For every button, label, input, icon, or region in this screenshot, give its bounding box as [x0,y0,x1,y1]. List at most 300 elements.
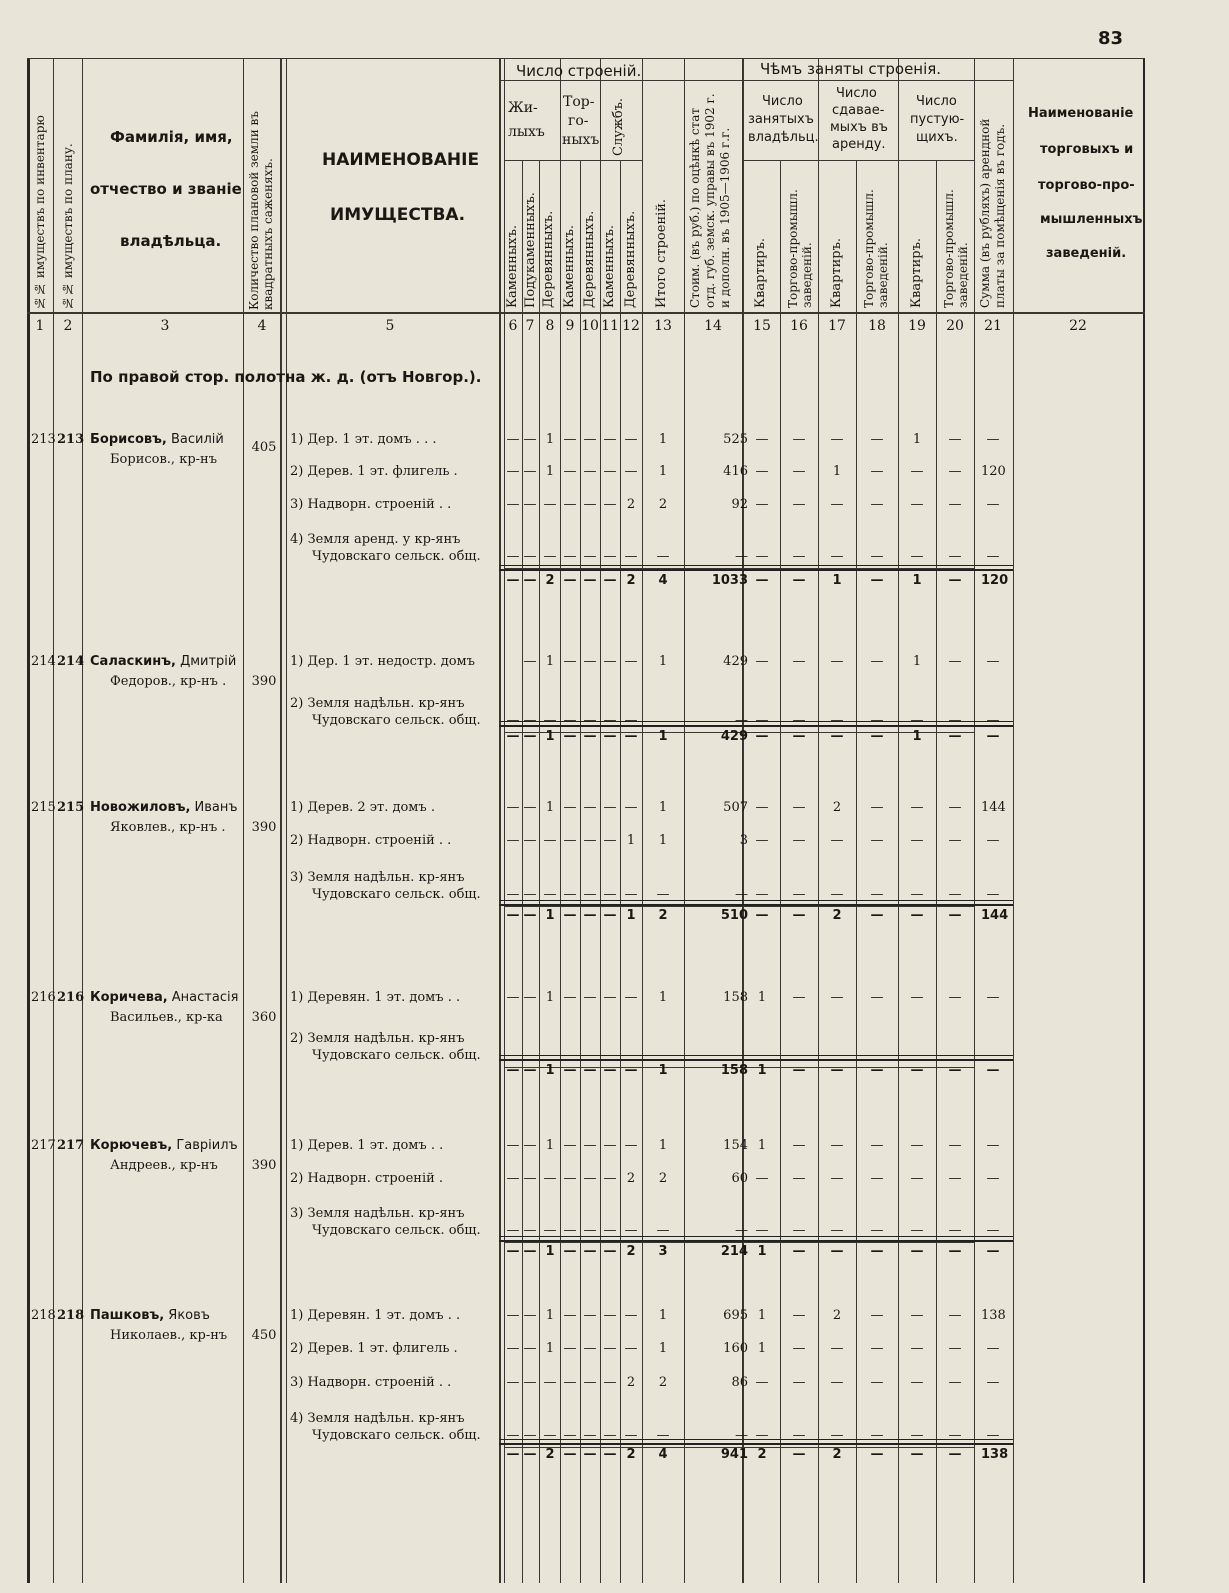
header-col5-line1: НАИМЕНОВАНІЕ [322,150,480,170]
item-value: — [506,887,520,902]
total-value: 1 [832,573,842,588]
item-value: 1 [658,654,668,669]
item-value: — [583,887,597,902]
item-value: 1 [626,833,636,848]
item-value: — [563,1428,577,1443]
item-value: 2 [626,497,636,512]
item-value: 695 [723,1308,748,1323]
item-value: — [986,1341,1000,1356]
owner-patronymic-status: Федоров., кр-нъ . [110,674,227,689]
item-value: 1 [658,1341,668,1356]
item-value: — [910,990,924,1005]
item-value: — [735,887,748,902]
item-value: 1 [658,432,668,447]
owner-land-area: 390 [251,1158,277,1173]
total-value: 510 [720,908,748,923]
property-item-label: 2) Земля надѣльн. кр-янъ [290,696,465,711]
item-value: — [563,432,577,447]
header-c14-line2: отд. губ. земск. управы въ 1902 г. [703,93,717,308]
item-value: — [506,497,520,512]
item-value: 416 [723,464,748,479]
col-divider [684,58,685,1583]
header-c18-line1: Торгово-промышл. [862,189,876,308]
total-rule [499,565,1013,571]
header-occ-empty-1: Число [916,94,957,109]
item-value: — [910,1375,924,1390]
item-value: — [792,1171,806,1186]
column-number: 3 [160,318,170,334]
total-value: 429 [720,729,748,744]
item-value: — [656,1223,670,1238]
total-value: — [870,729,884,744]
total-value: — [624,729,638,744]
item-value: — [656,887,670,902]
item-value: — [624,800,638,815]
item-value: — [792,1375,806,1390]
total-value: 1033 [711,573,748,588]
item-value: 1 [658,990,668,1005]
item-value: — [870,549,884,564]
item-value: — [506,549,520,564]
total-value: — [603,908,617,923]
item-value: — [986,497,1000,512]
table-right-border [1143,58,1145,1583]
item-value: — [656,1428,670,1443]
total-value: — [792,1447,806,1462]
item-value: — [986,1171,1000,1186]
item-value: — [830,887,844,902]
column-number: 6 [508,318,518,334]
column-number: 16 [790,318,808,334]
col-divider [818,58,819,1583]
item-value: — [870,432,884,447]
item-value: — [506,1048,520,1063]
total-value: — [583,1447,597,1462]
property-item-label: 2) Надворн. строеній . [290,1171,444,1186]
item-value: — [948,497,962,512]
owner-name [90,990,238,1005]
total-value: — [563,729,577,744]
header-c22-line1: Наименованіе [1028,106,1134,121]
owner-given-name: Яковъ [164,1308,210,1323]
item-value: — [948,1223,962,1238]
header-torg-1: Тор- [563,94,595,110]
total-value: 1 [757,1063,767,1078]
total-value: — [583,1244,597,1259]
item-value: — [792,1138,806,1153]
item-value: — [870,833,884,848]
owner-name [90,1138,238,1153]
item-value: — [563,1171,577,1186]
item-value: — [755,800,769,815]
item-value: — [624,713,638,728]
item-value: — [523,833,537,848]
column-number: 22 [1069,318,1087,334]
item-value: 1 [912,654,922,669]
item-value: 2 [626,1375,636,1390]
owner-name [90,654,236,669]
header-c22-line3: торгово-про- [1038,178,1135,193]
owner-surname: Борисовъ, [90,432,167,447]
header-c6: Каменныхъ. [505,224,520,308]
item-value: — [735,713,748,728]
property-item-label: 3) Надворн. строеній . . [290,1375,452,1390]
item-value: — [870,990,884,1005]
property-item-label-cont: Чудовскаго сельск. общ. [312,713,481,728]
item-value: — [792,1308,806,1323]
owner-land-area: 390 [251,820,277,835]
item-value: — [792,1048,806,1063]
item-value: — [830,990,844,1005]
header-c16-line1: Торгово-промышл. [786,189,800,308]
item-value: — [624,464,638,479]
item-value: — [563,833,577,848]
item-value: — [870,1223,884,1238]
item-value: — [735,1223,748,1238]
item-value: — [563,1375,577,1390]
total-value: — [792,1244,806,1259]
property-item-label: 2) Надворн. строеній . . [290,833,452,848]
owner-name [90,1308,210,1323]
total-value: — [506,1447,520,1462]
item-value: — [603,990,617,1005]
header-sluzh: Службъ. [611,97,626,156]
item-value: — [755,1048,769,1063]
total-value: — [948,1063,962,1078]
item-value: — [910,549,924,564]
section-title: По правой стор. полотна ж. д. (отъ Новгор.). [90,368,482,386]
item-value: 525 [723,432,748,447]
item-value: — [583,713,597,728]
property-item-label-cont: Чудовскаго сельск. общ. [312,1428,481,1443]
item-value: — [870,887,884,902]
header-occ-rent-2: сдавае- [832,103,885,118]
item-value: — [603,654,617,669]
total-value: — [563,908,577,923]
header-c22-line4: мышленныхъ [1040,212,1143,227]
item-value: — [603,833,617,848]
item-value: — [603,1375,617,1390]
header-c19: Квартиръ. [909,237,924,308]
property-item-label: 1) Дер. 1 эт. домъ . . . [290,432,437,447]
header-torg-3: ныхъ [562,132,600,148]
header-buildings-group: Число строеній. [516,62,642,80]
item-value: — [506,1375,520,1390]
item-value: — [755,654,769,669]
item-value: — [523,887,537,902]
column-number: 5 [385,318,395,334]
total-value: — [563,1447,577,1462]
owner-plan-number: 214 [57,654,85,669]
header-subrule [504,160,642,161]
item-value: — [830,497,844,512]
header-c17: Квартиръ. [829,237,844,308]
total-value: — [948,1244,962,1259]
header-c16-line2: заведеній. [800,242,814,308]
item-value: 1 [545,654,555,669]
item-value: — [603,1171,617,1186]
column-number: 4 [257,318,267,334]
item-value: 1 [545,1341,555,1356]
item-value: — [583,990,597,1005]
item-value: — [624,1048,638,1063]
total-value: 1 [545,729,555,744]
col-divider [243,58,244,1583]
header-c14-line3: и дополн. въ 1905—1906 г.г. [718,127,732,308]
item-value: — [583,1308,597,1323]
total-value: — [506,908,520,923]
item-value: — [603,1341,617,1356]
item-value: — [543,1375,557,1390]
item-value: — [563,497,577,512]
total-value: 1 [545,1063,555,1078]
item-value: — [755,549,769,564]
item-value: — [523,1138,537,1153]
owner-patronymic-status: Борисов., кр-нъ [110,452,217,467]
property-item-label: 3) Надворн. строеній . . [290,497,452,512]
item-value: 160 [723,1341,748,1356]
table-left-border [27,58,30,1583]
header-col3-line1: Фамилія, имя, [110,128,233,146]
item-value: — [870,464,884,479]
item-value: — [910,833,924,848]
header-col4: Количество плановой земли въ квадратныхъ саженяхъ. [247,111,275,310]
item-value: — [523,654,537,669]
header-occ-rent-4: аренду. [832,137,886,152]
item-value: — [910,464,924,479]
item-value: 1 [545,990,555,1005]
property-item-label: 2) Земля надѣльн. кр-янъ [290,1031,465,1046]
item-value: 1 [658,1138,668,1153]
total-value: — [583,573,597,588]
item-value: — [735,549,748,564]
column-number: 12 [622,318,640,334]
item-value: — [583,464,597,479]
item-value: — [543,1428,557,1443]
item-value: — [870,713,884,728]
header-c12: Деревянныхъ. [623,210,638,308]
column-number: 15 [753,318,771,334]
total-value: — [755,573,769,588]
item-value: — [656,1048,670,1063]
item-value: — [986,1048,1000,1063]
total-value: — [870,1063,884,1078]
item-value: — [506,713,520,728]
property-item-label: 3) Земля надѣльн. кр-янъ [290,1206,465,1221]
item-value: — [603,549,617,564]
item-value: — [910,1428,924,1443]
item-underline [504,906,974,907]
total-value: — [948,1447,962,1462]
item-value: — [563,1308,577,1323]
item-value: — [910,887,924,902]
item-value: — [523,1223,537,1238]
item-value: — [583,1138,597,1153]
item-value: — [755,1375,769,1390]
property-item-label-cont: Чудовскаго сельск. общ. [312,549,481,564]
item-value: 154 [723,1138,748,1153]
item-value: — [870,497,884,512]
col-divider [1013,58,1014,1583]
header-subrule [499,80,1013,81]
total-value: — [910,908,924,923]
item-value: — [523,1341,537,1356]
column-number: 9 [565,318,575,334]
header-c7: Подукаменныхъ. [523,192,538,308]
owner-plan-number: 217 [57,1138,85,1153]
owner-inventory-number: 217 [31,1138,56,1153]
item-value: — [563,654,577,669]
column-number: 18 [868,318,886,334]
total-value: 1 [912,573,922,588]
item-value: — [523,1375,537,1390]
total-value: 1 [545,908,555,923]
item-value: 1 [658,1308,668,1323]
item-value: — [870,1428,884,1443]
total-value: — [948,573,962,588]
item-value: — [735,1428,748,1443]
total-value: 2 [658,908,668,923]
col-divider [286,58,287,1583]
total-value: — [523,908,537,923]
item-value: — [910,1223,924,1238]
total-value: — [792,729,806,744]
item-value: — [830,1171,844,1186]
item-value: — [523,432,537,447]
header-torg-2: го- [568,113,589,129]
item-value: — [563,800,577,815]
item-value: — [830,713,844,728]
item-value: 1 [912,432,922,447]
column-number: 2 [63,318,73,334]
item-value: — [583,549,597,564]
item-value: — [948,800,962,815]
col-divider [53,58,54,1583]
item-value: — [583,1428,597,1443]
column-number: 8 [545,318,555,334]
item-value: — [543,887,557,902]
total-value: — [870,908,884,923]
item-value: — [583,1341,597,1356]
item-value: 507 [723,800,748,815]
total-value: — [506,1063,520,1078]
total-value: — [792,573,806,588]
owner-patronymic-status: Яковлев., кр-нъ . [110,820,226,835]
item-value: — [948,549,962,564]
owner-surname: Новожиловъ, [90,800,191,815]
item-value: — [624,887,638,902]
item-value: 2 [832,1308,842,1323]
total-value: — [870,1244,884,1259]
item-value: — [910,713,924,728]
item-value: 429 [723,654,748,669]
header-col2: №№ имуществъ по плану. [61,143,75,310]
item-value: — [563,990,577,1005]
total-value: — [523,1063,537,1078]
total-value: 1 [658,729,668,744]
item-value: — [910,800,924,815]
total-value: — [870,573,884,588]
col-divider [780,160,781,1583]
property-item-label: 1) Деревян. 1 эт. домъ . . [290,1308,461,1323]
item-value: 1 [757,1308,767,1323]
total-value: — [624,1063,638,1078]
header-occ-owner-2: занятыхъ [748,112,814,127]
col-divider [620,160,621,1583]
item-value: — [624,432,638,447]
item-value: — [792,1223,806,1238]
item-value: — [948,713,962,728]
item-value: — [563,1223,577,1238]
owner-name [90,800,238,815]
column-number: 10 [581,318,599,334]
item-value: — [755,497,769,512]
header-c11: Каменныхъ. [602,224,617,308]
total-rule [499,1055,1013,1061]
item-value: — [735,1048,748,1063]
total-value: — [603,573,617,588]
total-value: — [563,1063,577,1078]
item-value: — [543,497,557,512]
column-number: 19 [908,318,926,334]
item-value: — [563,464,577,479]
item-value: — [563,713,577,728]
owner-plan-number: 213 [57,432,85,447]
property-item-label: 3) Земля надѣльн. кр-янъ [290,870,465,885]
header-c14-line1: Стоим. (въ руб.) по оцѣнкѣ стат [688,107,702,308]
header-zhil-1: Жи- [508,100,538,116]
item-value: — [624,990,638,1005]
item-value: — [948,1138,962,1153]
item-value: — [948,464,962,479]
item-value: 2 [658,1171,668,1186]
header-occ-rent-1: Число [836,86,877,101]
header-occ-owner-1: Число [762,94,803,109]
item-value: — [603,800,617,815]
total-value: — [583,729,597,744]
item-value: — [830,549,844,564]
item-value: — [792,713,806,728]
item-value: — [523,497,537,512]
total-value: — [910,1244,924,1259]
item-value: — [624,1341,638,1356]
header-zhil-2: лыхъ [508,124,545,140]
total-value: 1 [912,729,922,744]
item-value: — [986,713,1000,728]
total-value: — [523,1447,537,1462]
item-value: — [755,1171,769,1186]
total-value: — [583,1063,597,1078]
item-value: — [948,1171,962,1186]
owner-patronymic-status: Николаев., кр-нъ [110,1328,228,1343]
item-value: — [523,800,537,815]
item-value: — [583,1223,597,1238]
header-occ-owner-3: владѣльц. [748,130,819,145]
item-value: — [830,1048,844,1063]
table-top-border [27,58,1145,59]
total-value: 2 [545,1447,555,1462]
total-value: 1 [658,1063,668,1078]
item-value: — [948,1048,962,1063]
item-value: — [986,887,1000,902]
property-item-label: 1) Дер. 1 эт. недостр. домъ [290,654,475,669]
item-value: 2 [832,800,842,815]
item-value: 1 [545,800,555,815]
total-value: 2 [832,908,842,923]
item-value: — [583,833,597,848]
item-value: — [543,1048,557,1063]
header-c8: Деревянныхъ. [541,210,556,308]
